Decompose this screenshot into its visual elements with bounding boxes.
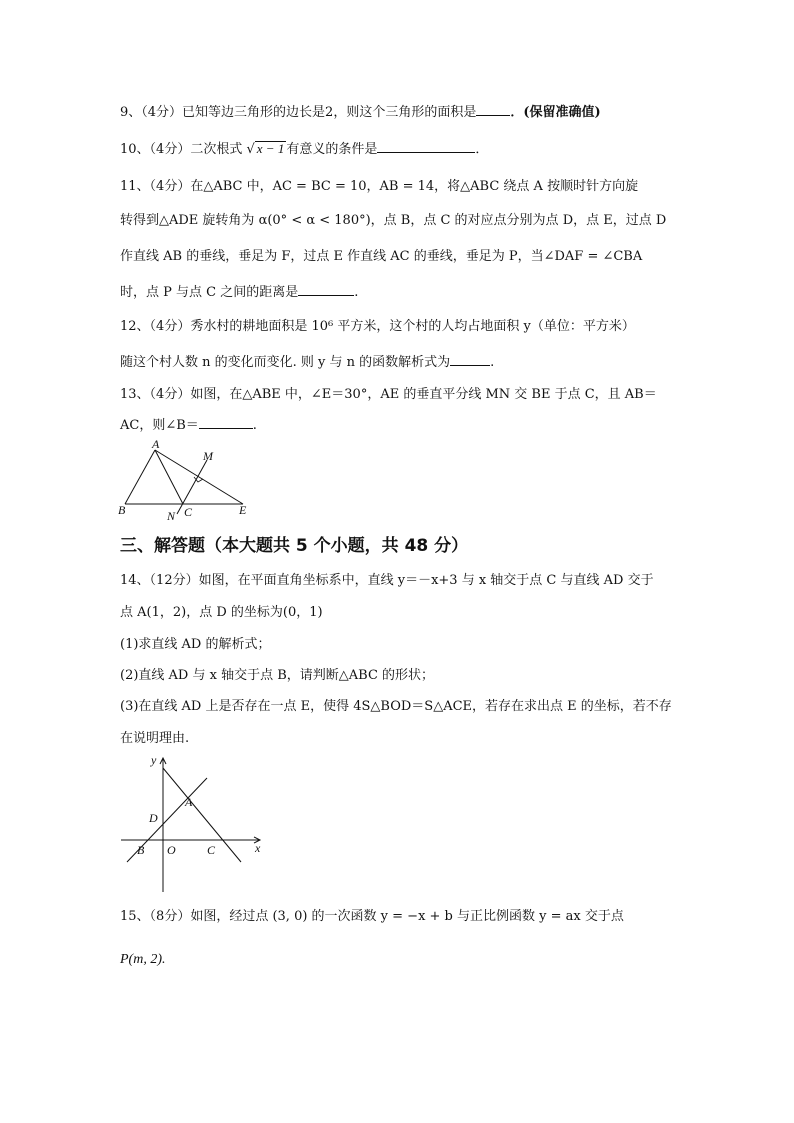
segment-ab bbox=[125, 450, 155, 504]
label-a: A bbox=[185, 795, 193, 809]
question-13-line-2 bbox=[120, 416, 257, 435]
question-text: AC，则∠B＝ bbox=[120, 418, 199, 433]
answer-blank bbox=[199, 416, 253, 429]
question-tail: . bbox=[252, 418, 257, 433]
question-number: 14、（12分） bbox=[120, 573, 199, 588]
label-b: B bbox=[137, 843, 145, 857]
label-c: C bbox=[184, 505, 193, 519]
question-10 bbox=[120, 140, 488, 159]
question-text: 时，点 P 与点 C 之间的距离是 bbox=[120, 285, 299, 300]
question-number: 9、（4分） bbox=[120, 105, 183, 120]
segment-ae bbox=[155, 450, 243, 504]
question-number: 12、（4分） bbox=[120, 319, 191, 334]
triangle-figure bbox=[115, 438, 255, 522]
question-14-line-1 bbox=[120, 572, 654, 590]
question-text: (3)在直线 AD 上是否存在一点 E，使得 4S△BOD＝S△ACE，若存在求出点 E 的坐标，若不存 bbox=[120, 699, 672, 714]
question-13-line-1 bbox=[120, 386, 657, 404]
question-text: 二次根式 bbox=[190, 142, 243, 157]
question-text: 点 A(1，2)，点 D 的坐标为(0，1) bbox=[120, 605, 323, 620]
label-x: x bbox=[255, 841, 261, 855]
question-tail: ． bbox=[475, 142, 489, 157]
question-text: 作直线 AB 的垂线，垂足为 F，过点 E 作直线 AC 的垂线，垂足为 P，当∠DAF = ∠CBA bbox=[120, 249, 643, 264]
label-a: A bbox=[152, 438, 160, 451]
answer-blank bbox=[377, 140, 475, 153]
question-number: 13、（4分） bbox=[120, 387, 191, 402]
answer-blank bbox=[298, 283, 354, 296]
question-tail: . bbox=[354, 285, 359, 300]
question-text: 转得到△ADE 旋转角为 α(0° < α < 180°)，点 B，点 C 的对应点分别为点 D，点 E，过点 D bbox=[120, 213, 667, 228]
question-number: 11、（4分） bbox=[120, 179, 191, 194]
question-14-part-2 bbox=[120, 667, 434, 685]
question-tail: . bbox=[490, 355, 495, 370]
question-text: (1)求直线 AD 的解析式； bbox=[120, 637, 271, 652]
question-text: 如图，在平面直角坐标系中，直线 y＝－x+3 与 x 轴交于点 C 与直线 AD 交于 bbox=[198, 573, 654, 588]
question-11-line-1 bbox=[120, 178, 638, 196]
answer-blank bbox=[476, 103, 510, 116]
question-text: 如图，在△ABE 中，∠E＝30°，AE 的垂直平分线 MN 交 BE 于点 C，且 AB＝ bbox=[190, 387, 657, 402]
question-15-line-1 bbox=[120, 908, 624, 926]
question-11-line-4 bbox=[120, 283, 358, 302]
question-text: 已知等边三角形的边长是2，则这个三角形的面积是 bbox=[182, 105, 477, 120]
section-title: 三、解答题（本大题共 5 个小题，共 48 分） bbox=[120, 536, 469, 556]
question-number: 15、（8分） bbox=[120, 909, 191, 924]
radicand: x − 1 bbox=[256, 141, 285, 156]
question-text: 在△ABC 中，AC = BC = 10，AB = 14，将△ABC 绕点 A 按顺时针方向旋 bbox=[190, 179, 639, 194]
question-14-part-3-cont bbox=[120, 730, 189, 748]
question-14-part-1 bbox=[120, 636, 271, 654]
label-m: M bbox=[203, 449, 213, 463]
question-9 bbox=[120, 103, 601, 122]
sqrt-sign: √ bbox=[246, 142, 255, 157]
question-12-line-2 bbox=[120, 353, 494, 372]
question-text: 随这个村人数 n 的变化而变化. 则 y 与 n 的函数解析式为 bbox=[120, 355, 451, 370]
question-tail: ．(保留准确值) bbox=[510, 105, 601, 120]
label-o: O bbox=[167, 843, 176, 857]
question-text: 在说明理由. bbox=[120, 731, 190, 746]
label-y: y bbox=[151, 753, 157, 767]
label-c: C bbox=[207, 843, 216, 857]
question-text: 如图，经过点 (3, 0) 的一次函数 y = −x + b 与正比例函数 y = ax 交于点 bbox=[190, 909, 624, 924]
question-text: 有意义的条件是 bbox=[286, 142, 378, 157]
question-11-line-2 bbox=[120, 212, 666, 230]
question-text: P(m, 2). bbox=[120, 952, 166, 967]
question-14-line-2 bbox=[120, 604, 323, 622]
answer-blank bbox=[450, 353, 490, 366]
question-11-line-3 bbox=[120, 248, 642, 266]
question-text: 秀水村的耕地面积是 10⁶ 平方米，这个村的人均占地面积 y（单位：平方米） bbox=[190, 319, 635, 334]
question-14-part-3 bbox=[120, 698, 672, 716]
label-n: N bbox=[167, 509, 176, 522]
label-b: B bbox=[118, 503, 126, 517]
question-12-line-1 bbox=[120, 318, 635, 336]
question-15-line-2 bbox=[120, 951, 166, 969]
coordinate-figure bbox=[115, 752, 275, 898]
question-text: (2)直线 AD 与 x 轴交于点 B，请判断△ABC 的形状； bbox=[120, 668, 435, 683]
label-e: E bbox=[239, 503, 247, 517]
question-number: 10、（4分） bbox=[120, 142, 191, 157]
label-d: D bbox=[149, 811, 158, 825]
